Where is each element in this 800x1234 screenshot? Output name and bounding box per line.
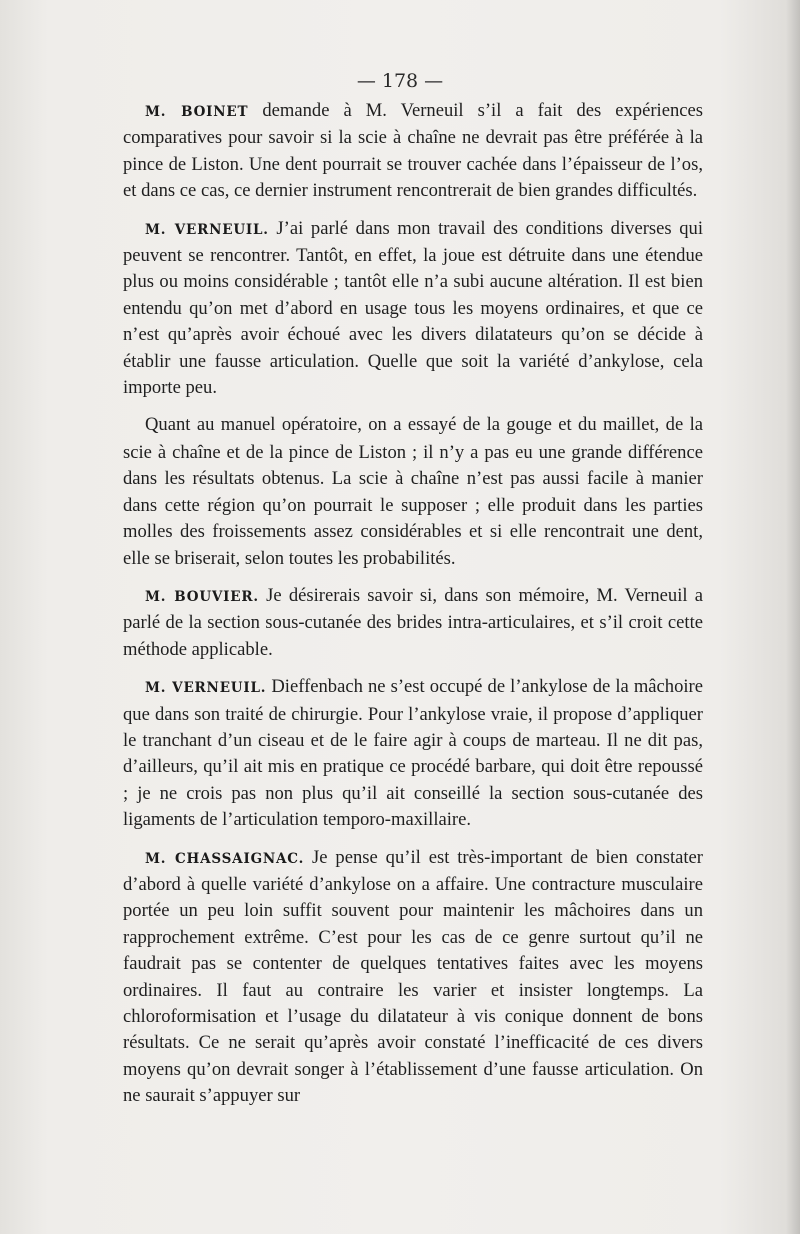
paragraph-text: Je désirerais savoir si, dans son mémoire, M. Verneuil a parlé de la section sous-cutanée des brides intra-articulaires, et s’il croit cette méthode applicable. — [123, 584, 703, 660]
page-number: — 178 — — [356, 70, 444, 92]
speaker-name: M. CHASSAIGNAC. — [145, 850, 305, 867]
speaker-name: M. VERNEUIL. — [145, 221, 269, 238]
paragraph-text: Je pense qu’il est très-important de bien constater d’abord à quelle variété d’ankylose on a affaire. Une contracture musculaire portée un peu loin suffit souvent pour maintenir les mâchoires dans un rapprochement extrême. C’est pour les cas de ce genre surtout qu’il ne faudrait pas se contenter de quelques tentatives faites avec les moyens ordinaires. Il faut au contraire les varier et insister longtemps. La chloroformisation et l’usage du dilatateur à vis conique donnent de bons résultats. Ce ne serait qu’après avoir constaté l’inefficacité de ces divers moyens qu’on devrait songer à l’établissement d’une fausse articulation. On ne saurait s’appuyer sur — [123, 846, 704, 1107]
paragraph-text: demande à M. Verneuil s’il a fait des expériences comparatives pour savoir si la scie à chaîne ne devrait pas être préférée à la pince de Liston. Une dent pourrait se trouver cachée dans l’épaisseur de l’os, et dans ce cas, ce dernier instrument rencontrerait de bien grandes difficultés. — [123, 100, 703, 202]
paragraph — [123, 845, 703, 1110]
paragraph-text: Quant au manuel opératoire, on a essayé de la gouge et du maillet, de la scie à chaîne et de la pince de Liston ; il n’y a pas eu une grande différence dans les résultats obtenus. La scie à chaîne n’est pas aussi facile à manier dans cette région qu’on pourrait le supposer ; elle produit dans les parties molles des froissements assez considérables et si elle rencontrait une dent, elle se briserait, selon toutes les probabilités. — [123, 414, 703, 569]
paragraph — [123, 674, 703, 833]
paragraph — [123, 98, 703, 205]
paragraph-text: J’ai parlé dans mon travail des conditions diverses qui peuvent se rencontrer. Tantôt, en effet, la joue est détruite dans une étendue plus ou moins considérable ; tantôt elle n’a subi aucune altération. Il est bien entendu qu’on met d’abord en usage tous les moyens ordinaires, et que ce n’est qu’après avoir échoué avec les divers dilatateurs qu’on se décide à établir une fausse articulation. Quelle que soit la variété d’ankylose, cela importe peu. — [123, 217, 703, 399]
speaker-name: M. BOUVIER. — [145, 588, 259, 605]
speaker-name: M. BOINET — [145, 104, 249, 120]
paragraph-text: Dieffenbach ne s’est occupé de l’ankylose de la mâchoire que dans son traité de chirurgie. Pour l’ankylose vraie, il propose d’appliquer le tranchant d’un ciseau et de le faire agir à coups de marteau. Il ne dit pas, d’ailleurs, qu’il ait mis en pratique ce procédé barbare, qui doit être repoussé ; je ne crois pas non plus qu’il ait conseillé la section sous-cutanée des ligaments de l’articulation temporo-maxillaire. — [123, 676, 703, 831]
body-text — [123, 98, 703, 1121]
speaker-name: M. VERNEUIL. — [145, 680, 267, 697]
paragraph — [123, 216, 703, 402]
page-edge-shadow — [786, 0, 800, 1234]
paragraph — [123, 412, 703, 571]
paragraph — [123, 583, 703, 663]
